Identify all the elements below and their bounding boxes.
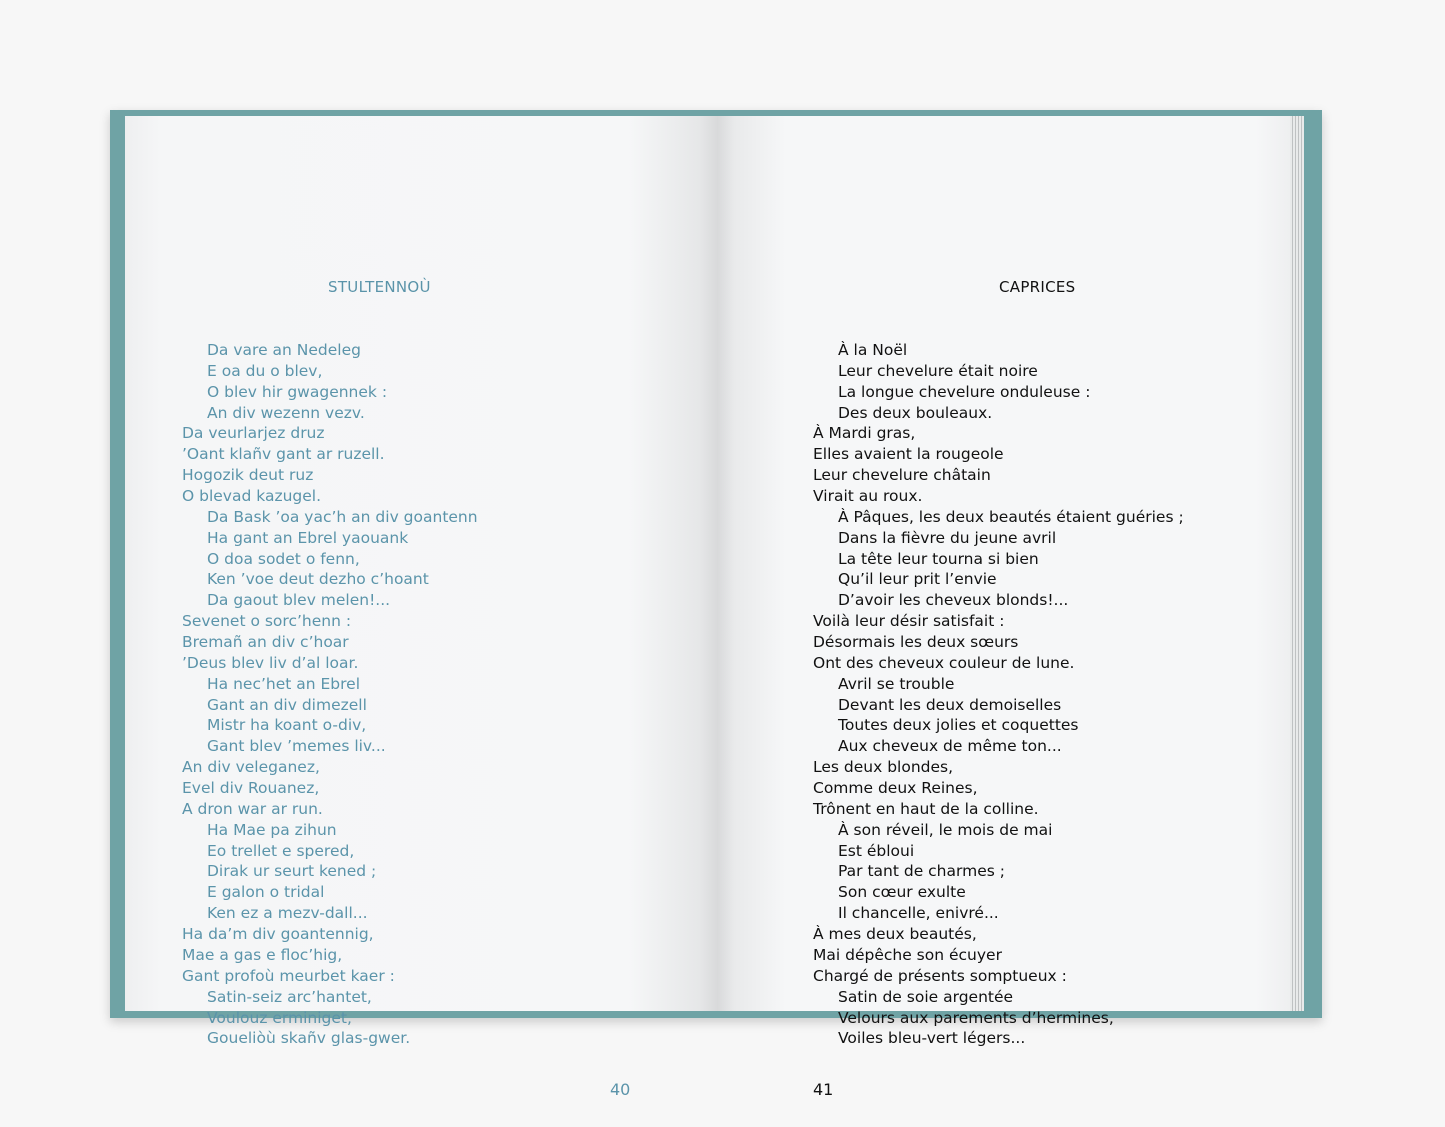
poem-line: Voiles bleu-vert légers... xyxy=(838,1029,1026,1048)
poem-line: Evel div Rouanez, xyxy=(182,779,320,798)
poem-line: Goueliòù skañv glas-gwer. xyxy=(207,1029,411,1048)
poem-line: Ha Mae pa zihun xyxy=(207,820,337,839)
left-page xyxy=(125,116,717,1099)
right-page xyxy=(717,116,1290,1099)
poem-line: La tête leur tourna si bien xyxy=(838,549,1039,568)
page-number: 41 xyxy=(813,1080,834,1099)
poem-line: Ont des cheveux couleur de lune. xyxy=(813,653,1075,672)
poem-line: Ha gant an Ebrel yaouank xyxy=(207,528,409,547)
poem-line: O doa sodet o fenn, xyxy=(207,549,360,568)
poem-line: Hogozik deut ruz xyxy=(182,466,314,485)
poem-line: Qu’il leur prit l’envie xyxy=(838,570,997,589)
poem-breton xyxy=(182,340,478,1049)
poem-line: A dron war ar run. xyxy=(182,799,323,818)
poem-line: Gant profoù meurbet kaer : xyxy=(182,966,395,985)
poem-line: Son cœur exulte xyxy=(838,883,966,902)
poem-line: An div veleganez, xyxy=(182,758,320,777)
poem-line: E oa du o blev, xyxy=(207,361,323,380)
poem-line: Ken ez a mezv-dall... xyxy=(207,904,368,923)
poem-line: Leur chevelure châtain xyxy=(813,466,991,485)
poem-line: Désormais les deux sœurs xyxy=(813,633,1019,652)
poem-line: À la Noël xyxy=(838,341,908,359)
poem-line: D’avoir les cheveux blonds!... xyxy=(838,591,1069,610)
poem-line: Devant les deux demoiselles xyxy=(838,695,1062,714)
poem-line: Chargé de présents somptueux : xyxy=(813,966,1067,985)
poem-line: Est ébloui xyxy=(838,841,915,860)
poem-line: Des deux bouleaux. xyxy=(838,403,993,422)
poem-line: Mae a gas e flocʼhig, xyxy=(182,945,343,964)
poem-line: Gant blev ʼmemes liv... xyxy=(207,737,386,756)
poem-line: E galon o tridal xyxy=(207,883,325,902)
poem-line: Mistr ha koant o-div, xyxy=(207,716,367,735)
poem-line: Les deux blondes, xyxy=(813,758,954,777)
running-title: CAPRICES xyxy=(999,278,1076,296)
poem-line: Ha necʼhet an Ebrel xyxy=(207,674,361,693)
page-number: 40 xyxy=(610,1080,631,1099)
poem-line: À mes deux beautés, xyxy=(813,925,977,944)
poem-line: Il chancelle, enivré... xyxy=(838,904,999,923)
poem-line: Voulouz erminiget, xyxy=(207,1008,352,1027)
poem-line: Ken ʼvoe deut dezho cʼhoant xyxy=(207,570,429,589)
poem-line: O blevad kazugel. xyxy=(182,487,322,506)
poem-line: À Mardi gras, xyxy=(813,424,916,443)
poem-line: ʼDeus blev liv dʼal loar. xyxy=(182,653,359,672)
poem-line: Dirak ur seurt kened ; xyxy=(207,862,377,881)
poem-line: Gant an div dimezell xyxy=(207,695,367,714)
poem-line: Virait au roux. xyxy=(813,487,923,506)
poem-line: Elles avaient la rougeole xyxy=(813,445,1004,464)
poem-line: Satin de soie argentée xyxy=(838,987,1014,1006)
page-edges xyxy=(1290,116,1304,1011)
poem-line: Dans la fièvre du jeune avril xyxy=(838,528,1057,547)
running-title: STULTENNOÙ xyxy=(328,278,431,296)
poem-line: Par tant de charmes ; xyxy=(838,862,1005,881)
poem-line: Leur chevelure était noire xyxy=(838,361,1038,380)
poem-french xyxy=(813,340,1184,1049)
poem-line: Eo trellet e spered, xyxy=(207,841,355,860)
poem-line: Da veurlarjez druz xyxy=(182,424,325,443)
poem-line: An div wezenn vezv. xyxy=(207,403,365,422)
poem-line: Trônent en haut de la colline. xyxy=(813,799,1039,818)
poem-line: À son réveil, le mois de mai xyxy=(838,820,1053,839)
poem-line: À Pâques, les deux beautés étaient guéries ; xyxy=(838,507,1184,526)
poem-line: Sevenet o sorcʼhenn : xyxy=(182,612,352,631)
poem-line: Aux cheveux de même ton... xyxy=(838,737,1062,756)
poem-line: Mai dépêche son écuyer xyxy=(813,945,1002,964)
poem-line: Satin-seiz arcʼhantet, xyxy=(207,987,372,1006)
poem-line: Comme deux Reines, xyxy=(813,779,978,798)
poem-line: Da gaout blev melen!... xyxy=(207,591,391,610)
poem-line: ʼOant klañv gant ar ruzell. xyxy=(182,445,385,464)
poem-line: Toutes deux jolies et coquettes xyxy=(838,716,1079,735)
poem-line: Ha daʼm div goantennig, xyxy=(182,925,374,944)
poem-line: Avril se trouble xyxy=(838,674,955,693)
poem-line: Da vare an Nedeleg xyxy=(207,341,361,359)
poem-line: La longue chevelure onduleuse : xyxy=(838,382,1091,401)
poem-line: Bremañ an div cʼhoar xyxy=(182,633,349,652)
poem-line: Voilà leur désir satisfait : xyxy=(813,612,1005,631)
poem-line: O blev hir gwagennek : xyxy=(207,382,388,401)
poem-line: Velours aux parements d’hermines, xyxy=(838,1008,1114,1027)
poem-line: Da Bask ʼoa yacʼh an div goantenn xyxy=(207,507,478,526)
